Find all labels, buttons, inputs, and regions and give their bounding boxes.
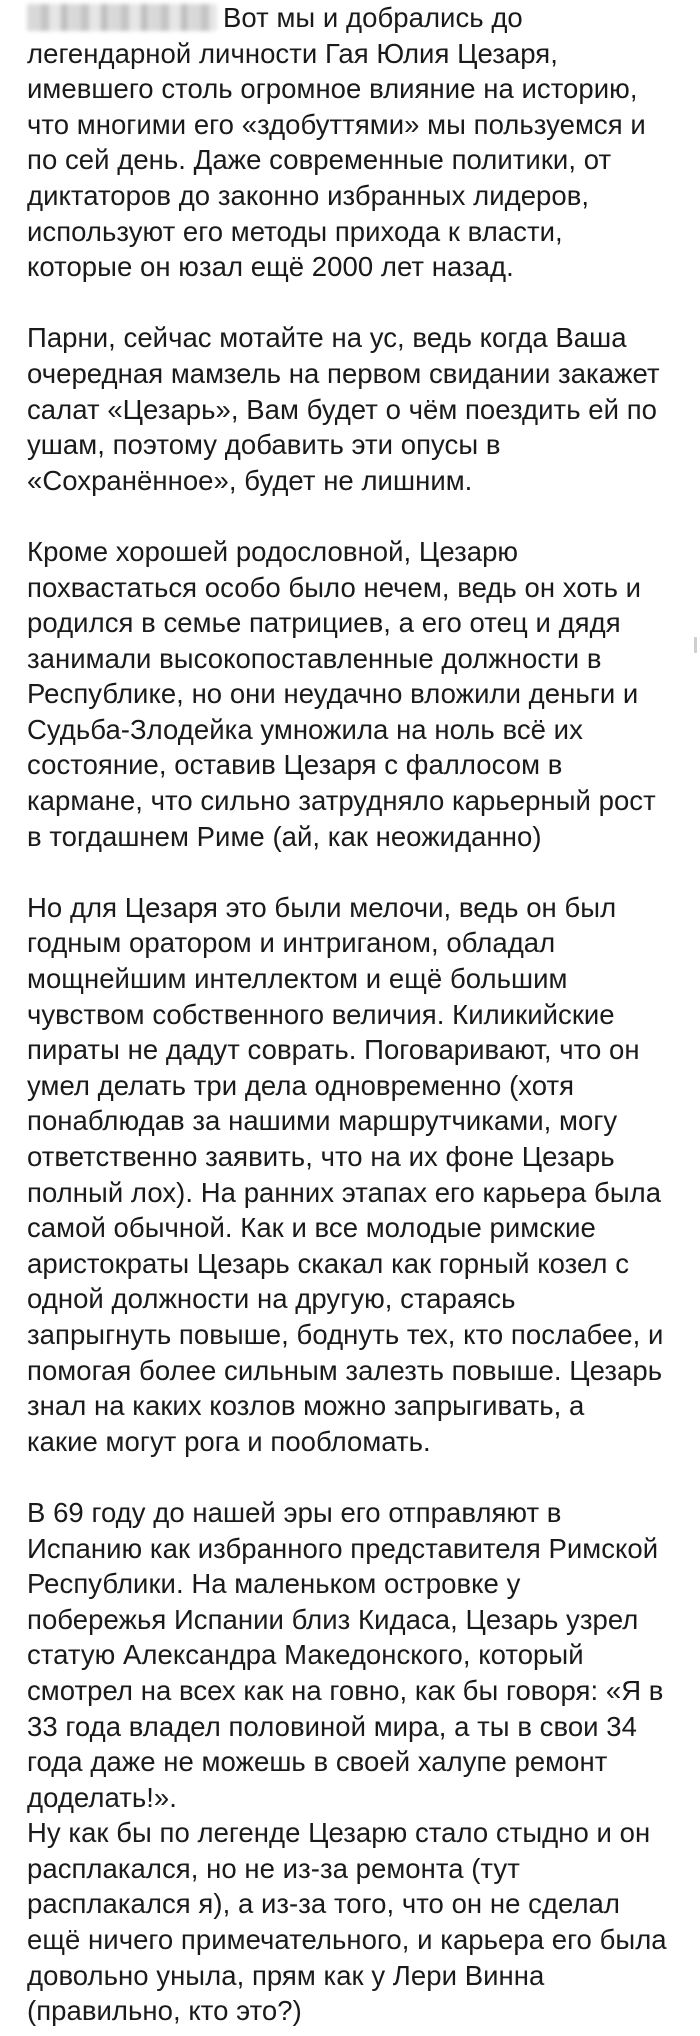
text-line: Судьба-Злодейка умножила на ноль всё их (27, 713, 583, 745)
text-line: какие могут рога и пообломать. (27, 1425, 431, 1457)
text-line: состояние, оставив Цезаря с фаллосом в (27, 749, 563, 781)
paragraph-3 (27, 534, 667, 854)
paragraph-2 (27, 320, 667, 498)
text-line: пираты не дадут соврать. Поговаривают, что он (27, 1034, 640, 1066)
text-line: по сей день. Даже современные политики, от (27, 144, 612, 176)
text-line: умел делать три дела одновременно (хотя (27, 1069, 575, 1101)
paragraph-gap (27, 498, 667, 534)
text-line: что многими его «здобуттями» мы пользуемся и (27, 108, 646, 140)
text-line: мощнейшим интеллектом и ещё большим (27, 963, 568, 995)
text-line: Парни, сейчас мотайте на ус, ведь когда Ваша (27, 322, 627, 354)
paragraph-1 (27, 0, 667, 285)
paragraph-gap (27, 1459, 667, 1495)
text-line: Испанию как избранного представителя Римской (27, 1532, 659, 1564)
text-line: года даже не можешь в своей халупе ремонт (27, 1746, 608, 1778)
text-line: кармане, что сильно затрудняло карьерный рост (27, 785, 656, 817)
text-line: Кроме хорошей родословной, Цезарю (27, 535, 519, 567)
text-line: В 69 году до нашей эры его отправляют в (27, 1496, 562, 1528)
paragraph-5 (27, 1495, 667, 2029)
text-line: имевшего столь огромное влияние на историю, (27, 73, 638, 105)
paragraph-gap (27, 854, 667, 890)
paragraph-gap (27, 285, 667, 321)
text-line: в тогдашнем Риме (ай, как неожиданно) (27, 820, 542, 852)
text-line: самой обычной. Как и все молодые римские (27, 1212, 596, 1244)
text-line: Но для Цезаря это были мелочи, ведь он был (27, 891, 617, 923)
text-line: понаблюдав за нашими маршрутчиками, могу (27, 1105, 618, 1137)
text-line: родился в семье патрициев, а его отец и дядя (27, 607, 621, 639)
text-line: салат «Цезарь», Вам будет о чём поездить ей по (27, 393, 658, 425)
blurred-author-name (27, 4, 217, 31)
text-line: легендарной личности Гая Юлия Цезаря, (27, 37, 558, 69)
text-line: статую Александра Македонского, который (27, 1639, 584, 1671)
text-line: довольно унылa, прям как у Лери Винна (27, 1959, 545, 1991)
text-line: помогая более сильным залезть повыше. Цезарь (27, 1354, 663, 1386)
text-line: расплакался я), а из-за того, что он не сделал (27, 1888, 620, 1920)
text-line: доделать!». (27, 1781, 177, 1813)
text-line: диктаторов до законно избранных лидеров, (27, 179, 590, 211)
post-text (27, 0, 667, 2029)
paragraph-4 (27, 890, 667, 1460)
text-line: ещё ничего примечательного, и карьера его была (27, 1924, 667, 1956)
text-line-content: Вот мы и добрались до (223, 2, 523, 33)
text-line: побережья Испании близ Кидаса, Цезарь узрел (27, 1603, 639, 1635)
text-line: аристократы Цезарь скакал как горный козел с (27, 1247, 630, 1279)
text-line: одной должности на другую, стараясь (27, 1283, 516, 1315)
text-line: похвастаться особо было нечем, ведь он хоть и (27, 571, 642, 603)
text-line: знал на каких козлов можно запрыгивать, а (27, 1390, 585, 1422)
text-line: Ну как бы по легенде Цезарю стало стыдно и он (27, 1817, 651, 1849)
text-line: чувством собственного величия. Киликийские (27, 998, 615, 1030)
text-line: ответственно заявить, что на их фоне Цезарь (27, 1141, 615, 1172)
text-line: 33 года владел половиной мира, а ты в свои 34 (27, 1710, 637, 1742)
text-line: полный лох). На ранних этапах его карьера была (27, 1176, 662, 1208)
text-line: занимали высокопоставленные должности в (27, 642, 602, 674)
text-line: которые он юзал ещё 2000 лет назад. (27, 251, 514, 283)
text-line: ушам, поэтому добавить эти опусы в (27, 429, 501, 461)
text-line: (правильно, кто это?) (27, 1995, 302, 2027)
text-line: используют его методы прихода к власти, (27, 215, 563, 247)
text-line: Республики. На маленьком островке у (27, 1568, 521, 1600)
text-line: Республике, но они неудачно вложили деньги и (27, 678, 639, 710)
text-line: очередная мамзель на первом свидании закажет (27, 357, 660, 389)
text-line: смотрел на всех как на говно, как бы говоря: «Я в (27, 1674, 664, 1706)
scrollbar-thumb[interactable] (694, 637, 697, 653)
text-line: годным оратором и интриганом, обладал (27, 927, 556, 959)
text-line (27, 0, 667, 36)
text-line: «Сохранённое», будет не лишним. (27, 464, 473, 496)
text-line: запрыгнуть повыше, боднуть тех, кто послабее, и (27, 1318, 664, 1350)
text-line: расплакался, но не из-за ремонта (тут (27, 1852, 520, 1884)
